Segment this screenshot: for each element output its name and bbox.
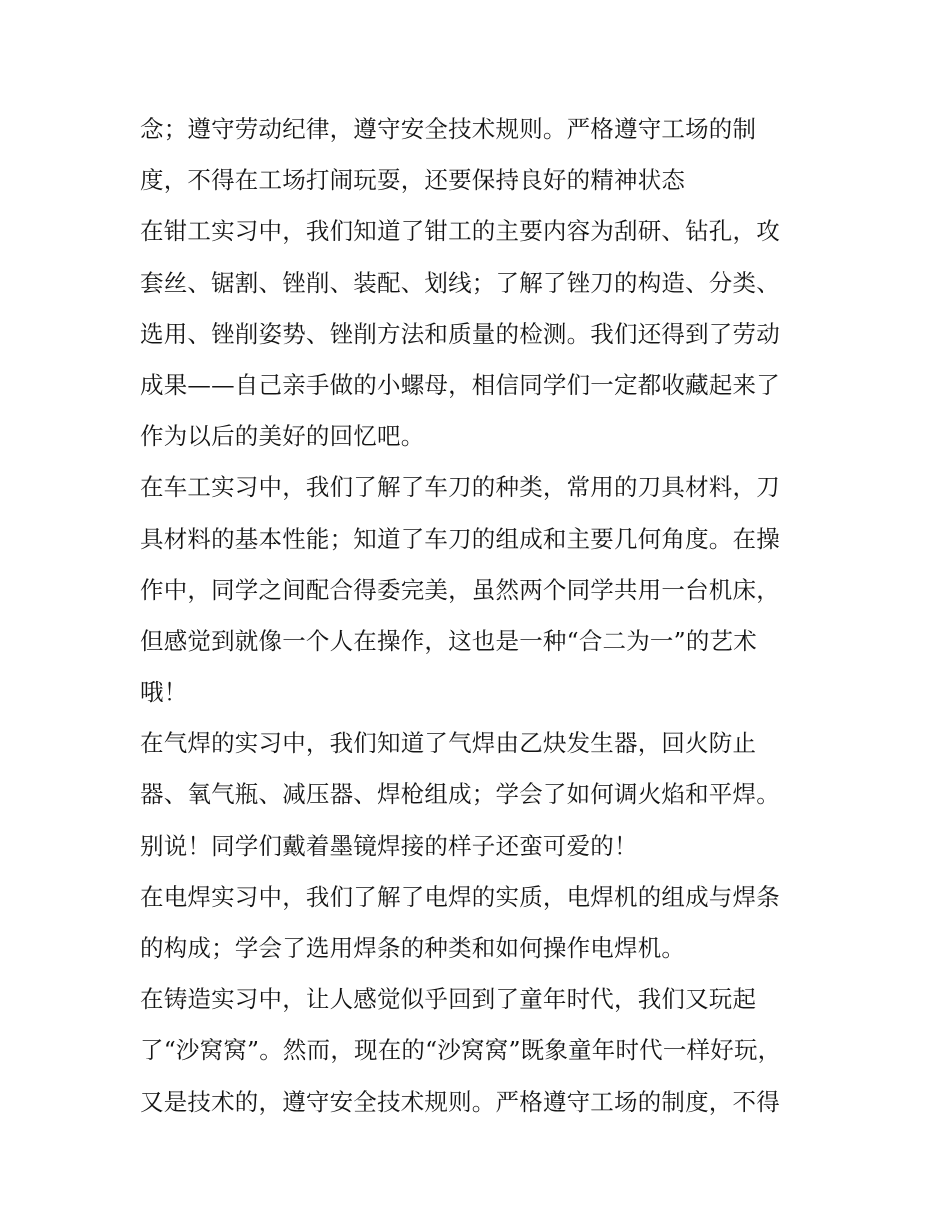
text-line: 作为以后的美好的回忆吧。: [140, 422, 425, 451]
text-line: 哦！: [140, 678, 188, 707]
text-line: 别说！同学们戴着墨镜焊接的样子还蛮可爱的！: [140, 831, 638, 860]
text-line: 又是技术的，遵守安全技术规则。严格遵守工场的制度，不得: [140, 1087, 780, 1116]
text-line: 作中，同学之间配合得委完美，虽然两个同学共用一台机床，: [140, 575, 780, 604]
text-line: 念；遵守劳动纪律，遵守安全技术规则。严格遵守工场的制: [140, 115, 757, 143]
text-line: 具材料的基本性能；知道了车刀的组成和主要几何角度。在操: [140, 524, 780, 553]
text-line: 但感觉到就像一个人在操作，这也是一种“合二为一”的艺术: [140, 626, 757, 655]
text-line: 套丝、锯割、锉削、装配、划线；了解了锉刀的构造、分类、: [140, 268, 780, 297]
text-line: 器、氧气瓶、减压器、焊枪组成；学会了如何调火焰和平焊。: [140, 780, 780, 809]
text-line: 成果——自己亲手做的小螺母，相信同学们一定都收藏起来了: [140, 370, 780, 399]
text-line: 选用、锉削姿势、锉削方法和质量的检测。我们还得到了劳动: [140, 319, 780, 348]
text-line: 在电焊实习中，我们了解了电焊的实质，电焊机的组成与焊条: [140, 882, 780, 911]
text-line: 度，不得在工场打闹玩耍，还要保持良好的精神状态: [140, 166, 686, 195]
text-line: 在气焊的实习中，我们知道了气焊由乙炔发生器，回火防止: [140, 729, 757, 758]
text-line: 在铸造实习中，让人感觉似乎回到了童年时代，我们又玩起: [140, 985, 757, 1014]
text-line: 在钳工实习中，我们知道了钳工的主要内容为刮研、钻孔，攻: [140, 217, 780, 246]
text-line: 在车工实习中，我们了解了车刀的种类，常用的刀具材料，刀: [140, 473, 780, 502]
body-text: [140, 104, 820, 1128]
text-line: 的构成；学会了选用焊条的种类和如何操作电焊机。: [140, 934, 686, 962]
text-line: 了“沙窝窝”。然而，现在的“沙窝窝”既象童年时代一样好玩，: [140, 1036, 782, 1065]
